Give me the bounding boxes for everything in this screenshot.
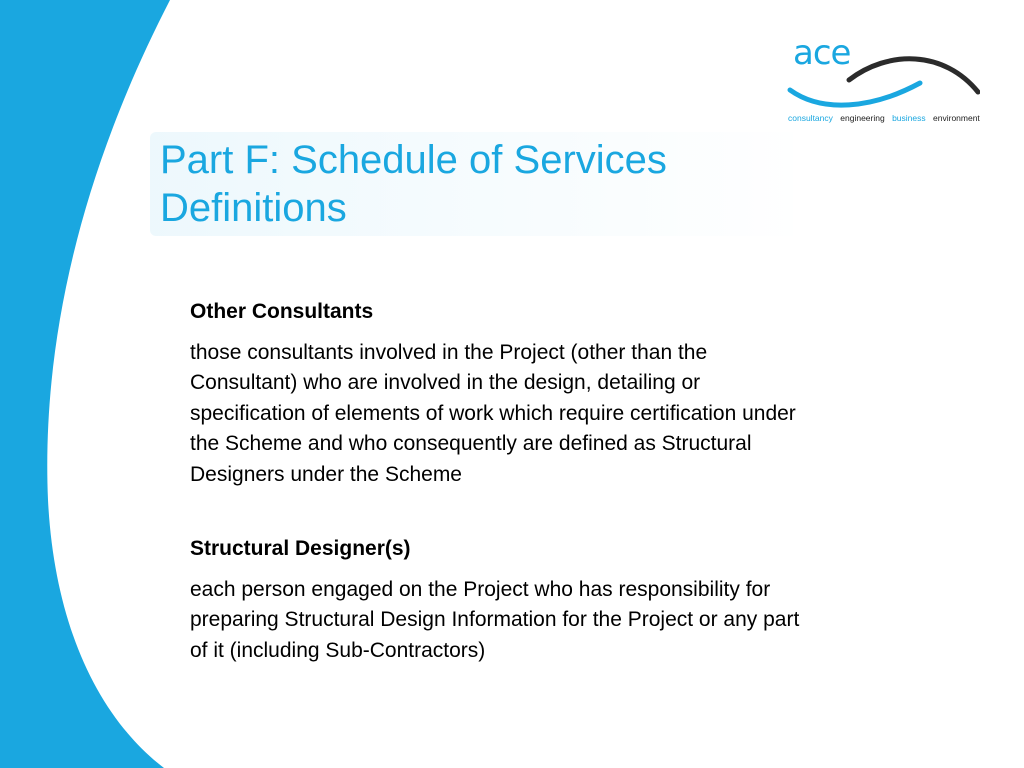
- definition-term-structural-designers: Structural Designer(s): [190, 537, 411, 561]
- logo-tagline-business: business: [892, 113, 926, 123]
- slide-title-line-1: Part F: Schedule of Services: [160, 138, 667, 182]
- left-blue-band: [0, 0, 220, 768]
- definition-entry-other-consultants: [190, 296, 810, 490]
- slide-title: [160, 136, 800, 232]
- logo-tagline-consultancy: consultancy: [788, 113, 833, 123]
- definitions-list: [190, 296, 810, 666]
- definition-text-other-consultants: those consultants involved in the Project (other than the Consultant) who are involved in the design, detailing or specification of elements of work which require certification under the Scheme and who consequently are defined as Structural Designers under the Scheme: [190, 341, 796, 486]
- definition-term-other-consultants: Other Consultants: [190, 300, 374, 323]
- definition-entry-structural-designers: [190, 533, 810, 666]
- logo-tagline-environment: environment: [933, 113, 980, 123]
- logo-tagline-engineering: engineering: [840, 113, 885, 123]
- definition-text-structural-designers: each person engaged on the Project who has responsibility for preparing Structural Design Information for the Project or any part of it (including Sub-Contractors): [190, 578, 800, 662]
- slide-title-line-2: Definitions: [160, 186, 347, 230]
- ace-logo: [780, 34, 990, 130]
- logo-tagline: [788, 114, 985, 123]
- slide-title-container: [150, 132, 810, 236]
- logo-wordmark: ace: [793, 33, 851, 73]
